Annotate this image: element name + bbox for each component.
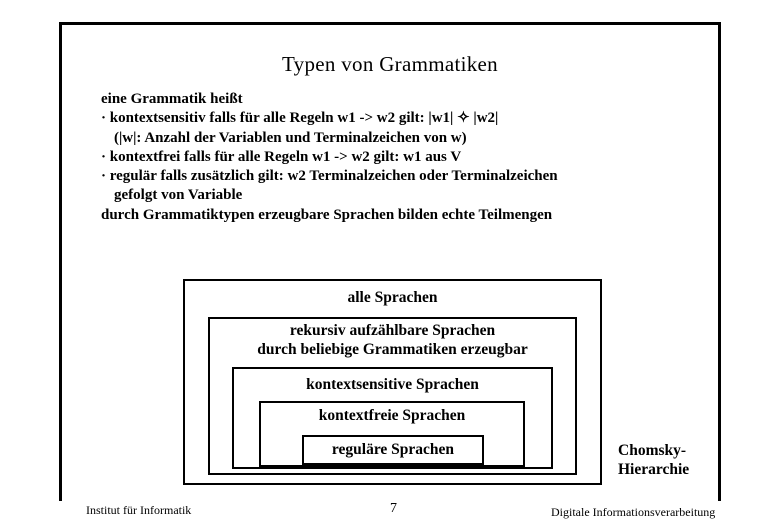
label-any-grammar: durch beliebige Grammatiken erzeugbar [257,341,528,358]
label-context-sensitive: kontextsensitive Sprachen [306,376,479,393]
body-line-regular-cont: gefolgt von Variable [114,187,243,204]
footer-institute: Institut für Informatik [86,503,192,517]
body-line-intro: eine Grammatik heißt [101,91,243,107]
footer-course: Digitale Informationsverarbeitung [551,505,716,519]
label-context-free: kontextfreie Sprachen [318,407,466,424]
box-regular [302,435,484,465]
label-all-languages: alle Sprachen [347,289,438,306]
body-line-regular: · regulär falls zusätzlich gilt: w2 Terminalzeichen oder Terminalzeichen [101,168,558,185]
chomsky-hierarchy-label [618,441,689,479]
chomsky-label-line2: Hierarchie [618,461,690,478]
body-line-contextsensitive: · kontextsensitiv falls für alle Regeln w1 -> w2 gilt: |w1| ✧ |w2| [101,110,499,127]
body-line-note: (|w|: Anzahl der Variablen und Terminalzeichen von w) [114,129,467,146]
footer-page-number: 7 [390,501,397,516]
body-line-subsets: durch Grammatiktypen erzeugbare Sprachen bilden echte Teilmengen [101,206,553,223]
label-recursively-enumerable: rekursiv aufzählbare Sprachen [289,322,496,339]
body-line-contextfree: · kontextfrei falls für alle Regeln w1 -> w2 gilt: w1 aus V [101,148,462,165]
slide-body [101,90,558,225]
label-regular: reguläre Sprachen [331,441,455,458]
slide-title: Typen von Grammatiken [282,52,498,76]
chomsky-label-line1: Chomsky- [618,442,687,459]
